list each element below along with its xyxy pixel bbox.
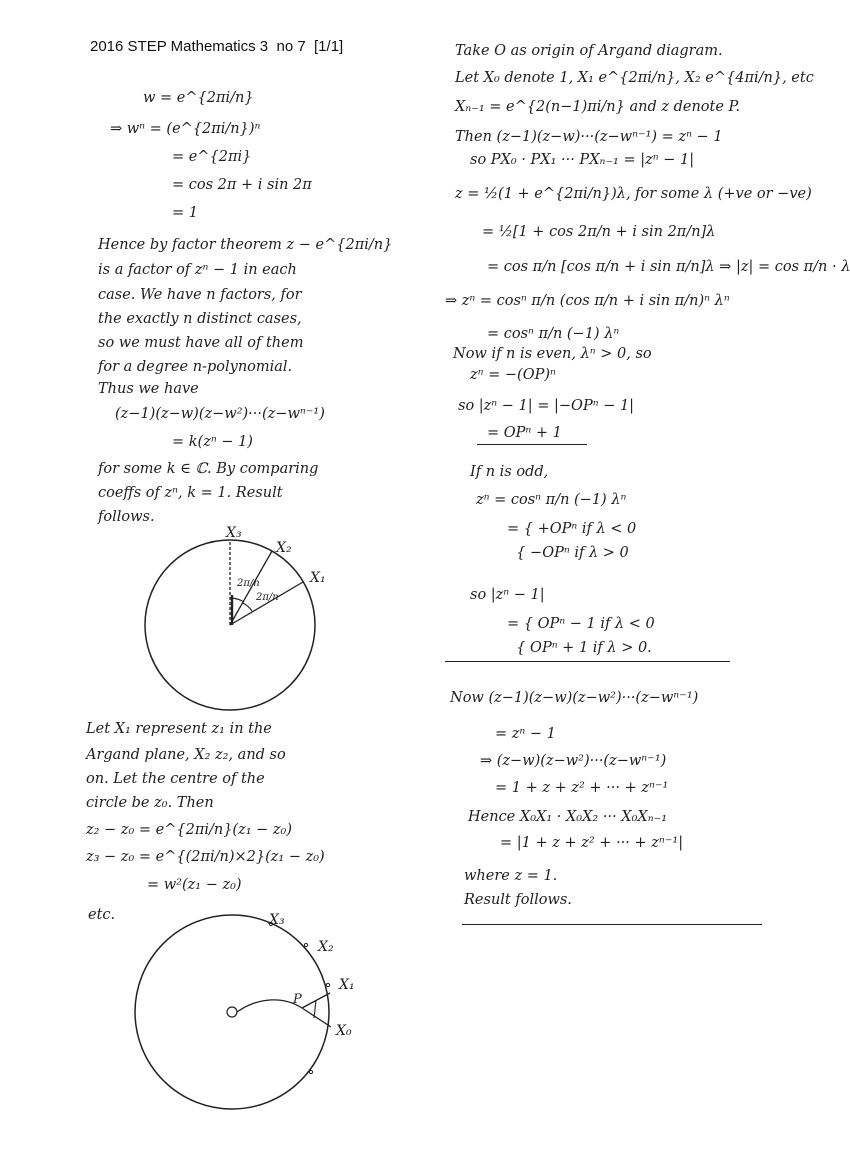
hw-line: Let X₀ denote 1, X₁ e^{2πi/n}, X₂ e^{4πi/n}, etc [455, 70, 814, 86]
hw-line: so we must have all of them [98, 335, 304, 351]
hw-line: zⁿ = −(OP)ⁿ [470, 367, 556, 383]
hw-line: = cos π/n [cos π/n + i sin π/n]λ ⇒ |z| = cos π/n · λ [487, 259, 850, 275]
point-label-x2: X₂ [318, 939, 334, 955]
hw-line: Now if n is even, λⁿ > 0, so [453, 346, 652, 362]
point-label-x1: X₁ [310, 570, 326, 586]
angle-label: 2π/n [237, 578, 260, 589]
hw-line: etc. [88, 907, 116, 923]
hw-line: Xₙ₋₁ = e^{2(n−1)πi/n} and z denote P. [455, 99, 740, 115]
hw-line: = cosⁿ π/n (−1) λⁿ [487, 326, 620, 342]
hw-line: { OPⁿ + 1 if λ > 0. [507, 640, 652, 656]
hw-line: = 1 + z + z² + ··· + zⁿ⁻¹ [495, 780, 669, 796]
hw-line: circle be z₀. Then [86, 795, 214, 811]
hw-line: z₂ − z₀ = e^{2πi/n}(z₁ − z₀) [86, 822, 293, 838]
point-label-x1: X₁ [339, 977, 355, 993]
divider [445, 661, 730, 662]
hw-line: for a degree n-polynomial. [98, 359, 293, 375]
hw-line: ⇒ zⁿ = cosⁿ π/n (cos π/n + i sin π/n)ⁿ λⁿ [445, 293, 730, 309]
hw-line: follows. [98, 509, 155, 525]
hw-line: Hence by factor theorem z − e^{2πi/n} [98, 237, 393, 253]
hw-line: Argand plane, X₂ z₂, and so [86, 747, 286, 763]
hw-line: = 1 [172, 205, 198, 221]
hw-line: = { +OPⁿ if λ < 0 [507, 521, 637, 537]
hw-line: = k(zⁿ − 1) [172, 434, 253, 450]
hw-line: = zⁿ − 1 [495, 726, 556, 742]
hw-line: coeffs of zⁿ, k = 1. Result [98, 485, 283, 501]
hw-line: on. Let the centre of the [86, 771, 265, 787]
page-title: 2016 STEP Mathematics 3 no 7 [1/1] [90, 38, 344, 55]
hw-line: Let X₁ represent z₁ in the [86, 721, 272, 737]
hw-line: Then (z−1)(z−w)···(z−wⁿ⁻¹) = zⁿ − 1 [455, 129, 723, 145]
hw-line: = w²(z₁ − z₀) [147, 877, 242, 893]
hw-line: = OPⁿ + 1 [487, 425, 562, 441]
hw-line: for some k ∈ ℂ. By comparing [98, 461, 319, 477]
hw-line: so |zⁿ − 1| = |−OPⁿ − 1| [458, 398, 635, 414]
underline [477, 444, 587, 445]
point-label-x2: X₂ [276, 540, 292, 556]
hw-line: = { OPⁿ − 1 if λ < 0 [507, 616, 655, 632]
hw-line: ⇒ (z−w)(z−w²)···(z−wⁿ⁻¹) [480, 753, 667, 769]
hw-line: = ½[1 + cos 2π/n + i sin 2π/n]λ [482, 224, 716, 240]
point-label-p: P [293, 992, 302, 1007]
hw-line: so PX₀ · PX₁ ··· PXₙ₋₁ = |zⁿ − 1| [470, 152, 695, 168]
hw-line: Thus we have [98, 381, 199, 397]
hw-line: w = e^{2πi/n} [143, 90, 254, 106]
hw-line: (z−1)(z−w)(z−w²)···(z−wⁿ⁻¹) [115, 406, 325, 422]
divider [462, 924, 762, 925]
hw-line: Result follows. [464, 892, 572, 908]
hw-line: If n is odd, [470, 464, 549, 480]
hw-line: so |zⁿ − 1| [470, 587, 545, 603]
point-label-x3: X₃ [226, 525, 242, 541]
hw-line: { −OPⁿ if λ > 0 [507, 545, 629, 561]
hw-line: zⁿ = cosⁿ π/n (−1) λⁿ [476, 492, 627, 508]
hw-line: z = ½(1 + e^{2πi/n})λ, for some λ (+ve or −ve) [455, 186, 812, 202]
hw-line: where z = 1. [464, 868, 558, 884]
hw-line: is a factor of zⁿ − 1 in each [98, 262, 297, 278]
hw-line: z₃ − z₀ = e^{(2πi/n)×2}(z₁ − z₀) [86, 849, 325, 865]
hw-line: Hence X₀X₁ · X₀X₂ ··· X₀Xₙ₋₁ [468, 809, 668, 825]
hw-line: = e^{2πi} [172, 149, 252, 165]
point-label-x0: X₀ [336, 1023, 352, 1039]
hw-line: case. We have n factors, for [98, 287, 302, 303]
hw-line: Now (z−1)(z−w)(z−w²)···(z−wⁿ⁻¹) [450, 690, 699, 706]
hw-line: = |1 + z + z² + ··· + zⁿ⁻¹| [500, 835, 684, 851]
hw-line: ⇒ wⁿ = (e^{2πi/n})ⁿ [110, 121, 261, 137]
hw-line: = cos 2π + i sin 2π [172, 177, 312, 193]
angle-label: 2π/n [256, 592, 279, 603]
hw-line: the exactly n distinct cases, [98, 311, 302, 327]
point-label-x3: X₃ [269, 912, 285, 928]
hw-line: Take O as origin of Argand diagram. [455, 43, 723, 59]
